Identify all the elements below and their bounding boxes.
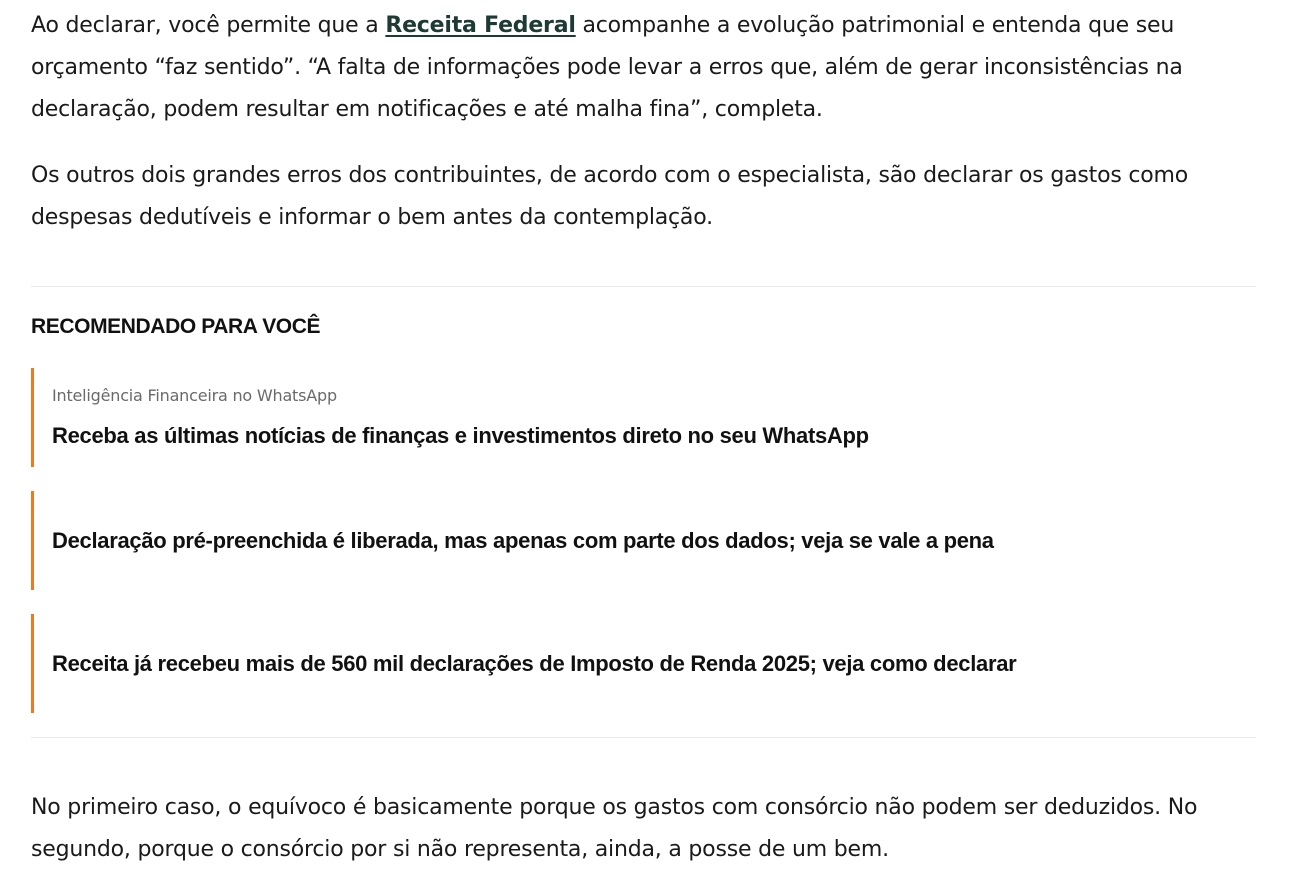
recommended-item-declaracao-pre-preenchida[interactable] xyxy=(31,491,1256,590)
recommended-item-receita-declaracoes[interactable] xyxy=(31,614,1256,713)
article-paragraph: No primeiro caso, o equívoco é basicamente porque os gastos com consórcio não podem ser deduzidos. No segundo, porque o consórcio por si não representa, ainda, a posse de um bem. xyxy=(31,795,1198,862)
paragraph-text: Ao declarar, você permite que a xyxy=(31,13,386,38)
recommended-item-title[interactable]: Declaração pré-preenchida é liberada, mas apenas com parte dos dados; veja se vale a pena xyxy=(52,528,994,553)
section-divider xyxy=(31,286,1256,287)
article-paragraph xyxy=(31,5,1256,131)
recommended-item-whatsapp[interactable] xyxy=(31,368,1256,467)
receita-federal-link[interactable]: Receita Federal xyxy=(385,13,576,38)
recommended-item-kicker: Inteligência Financeira no WhatsApp xyxy=(52,386,337,405)
recommended-heading: RECOMENDADO PARA VOCÊ xyxy=(31,315,321,338)
section-divider xyxy=(31,737,1256,738)
paragraph-text: acompanhe a evolução patrimonial e entenda que seu orçamento “faz sentido”. “A falta de informações pode levar a erros que, além de gerar inconsistências na declaração, podem resultar em notificações e até malha fina”, completa. xyxy=(31,13,1183,122)
article-paragraph: Os outros dois grandes erros dos contribuintes, de acordo com o especialista, são declarar os gastos como despesas dedutíveis e informar o bem antes da contemplação. xyxy=(31,163,1189,230)
recommended-item-title[interactable]: Receita já recebeu mais de 560 mil declarações de Imposto de Renda 2025; veja como declarar xyxy=(52,651,1017,676)
recommended-item-title[interactable]: Receba as últimas notícias de finanças e investimentos direto no seu WhatsApp xyxy=(52,423,869,448)
